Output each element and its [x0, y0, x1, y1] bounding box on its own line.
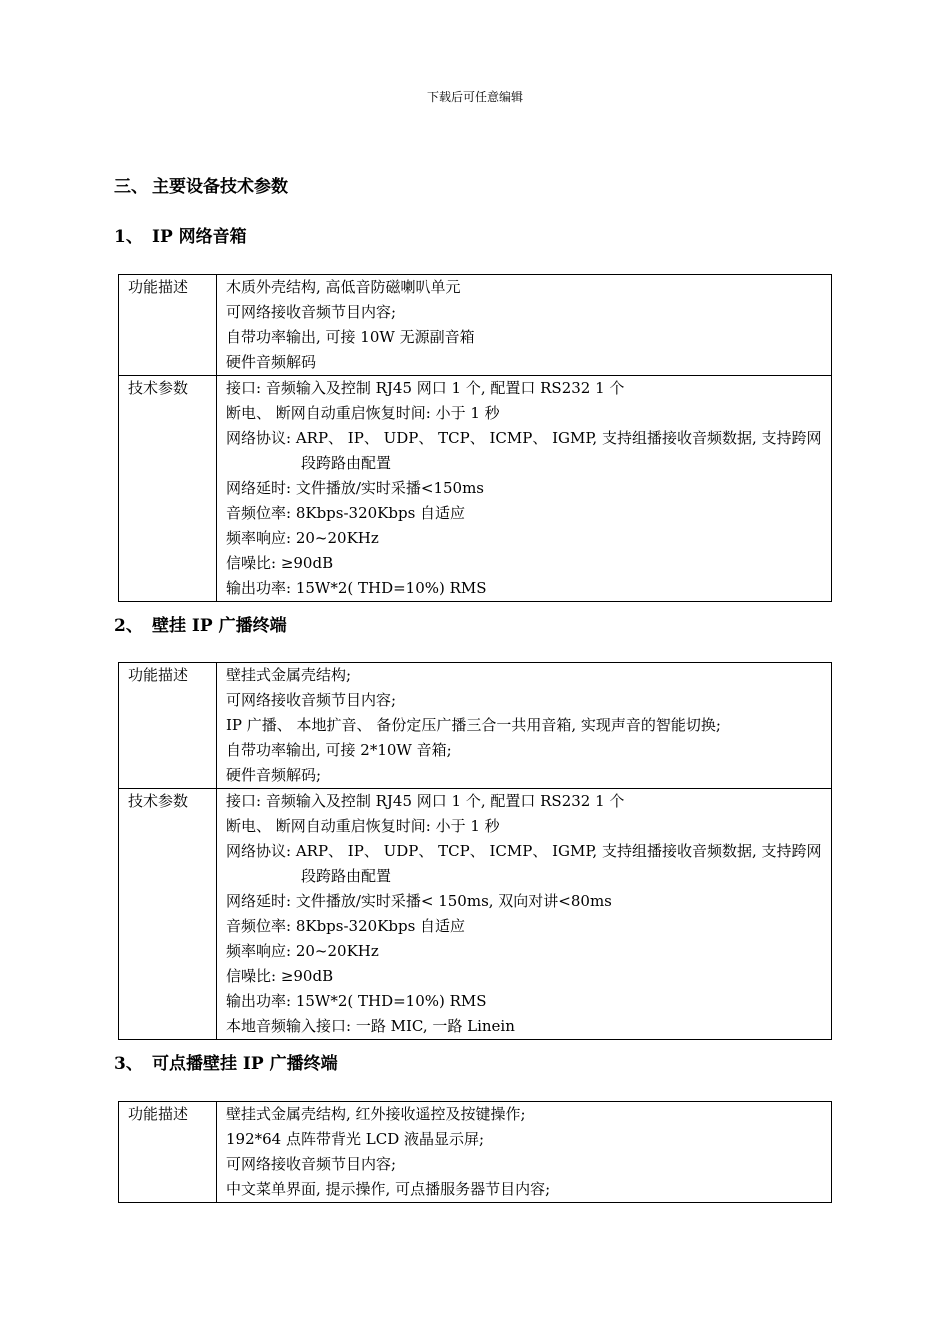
device-heading-1: [114, 225, 247, 249]
spec-line: 自带功率输出, 可接 10W 无源副音箱: [226, 328, 475, 346]
device-heading-2: [114, 614, 287, 638]
section-title: [114, 175, 288, 199]
device-number: 2、: [114, 616, 143, 636]
table-row: [119, 275, 832, 376]
spec-line: 音频位率: 8Kbps-320Kbps 自适应: [226, 917, 466, 935]
spec-line: 木质外壳结构, 高低音防磁喇叭单元: [226, 278, 461, 296]
table-row: [119, 789, 832, 1040]
spec-line: 接口: 音频输入及控制 RJ45 网口 1 个, 配置口 RS232 1 个: [226, 792, 625, 810]
spec-line: 频率响应: 20~20KHz: [226, 942, 379, 960]
spec-line: 自带功率输出, 可接 2*10W 音箱;: [226, 741, 452, 759]
spec-line: 网络协议: ARP、 IP、 UDP、 TCP、 ICMP、 IGMP, 支持组播接收音频数据, 支持跨网段跨路由配置: [226, 842, 822, 885]
spec-line: 接口: 音频输入及控制 RJ45 网口 1 个, 配置口 RS232 1 个: [226, 379, 625, 397]
section-number: 三、: [114, 177, 148, 197]
device-title: IP 网络音箱: [152, 227, 247, 247]
spec-line: 192*64 点阵带背光 LCD 液晶显示屏;: [226, 1130, 485, 1148]
row-content: [217, 376, 832, 602]
row-content: [217, 1102, 832, 1203]
device-number: 3、: [114, 1054, 143, 1074]
spec-line: 本地音频输入接口: 一路 MIC, 一路 Linein: [226, 1017, 515, 1035]
header-watermark: 下载后可任意编辑: [426, 90, 523, 104]
table-row: [119, 663, 832, 789]
spec-line: 可网络接收音频节目内容;: [226, 1155, 397, 1173]
device-number: 1、: [114, 227, 143, 247]
table-row: [119, 376, 832, 602]
row-label: 功能描述: [119, 663, 217, 789]
spec-line: 断电、 断网自动重启恢复时间: 小于 1 秒: [226, 817, 500, 835]
spec-table-3: [118, 1101, 832, 1203]
row-content: [217, 275, 832, 376]
spec-line: 信噪比: ≥90dB: [226, 967, 334, 985]
spec-line: 频率响应: 20~20KHz: [226, 529, 379, 547]
spec-table-2: [118, 662, 832, 1040]
spec-line: 信噪比: ≥90dB: [226, 554, 334, 572]
device-heading-3: [114, 1052, 338, 1076]
row-content: [217, 663, 832, 789]
spec-line: 硬件音频解码;: [226, 766, 322, 784]
row-label: 功能描述: [119, 1102, 217, 1203]
row-content: [217, 789, 832, 1040]
row-label: 功能描述: [119, 275, 217, 376]
spec-line: 可网络接收音频节目内容;: [226, 691, 397, 709]
spec-line: 壁挂式金属壳结构;: [226, 666, 352, 684]
spec-line: 音频位率: 8Kbps-320Kbps 自适应: [226, 504, 466, 522]
spec-line: 硬件音频解码: [226, 353, 317, 371]
row-label: 技术参数: [119, 376, 217, 602]
device-title: 壁挂 IP 广播终端: [152, 616, 287, 636]
spec-line: IP 广播、 本地扩音、 备份定压广播三合一共用音箱, 实现声音的智能切换;: [226, 716, 721, 734]
spec-line: 网络延时: 文件播放/实时采播< 150ms, 双向对讲<80ms: [226, 892, 612, 910]
spec-line: 中文菜单界面, 提示操作, 可点播服务器节目内容;: [226, 1180, 551, 1198]
spec-line: 断电、 断网自动重启恢复时间: 小于 1 秒: [226, 404, 500, 422]
row-label: 技术参数: [119, 789, 217, 1040]
device-title: 可点播壁挂 IP 广播终端: [152, 1054, 338, 1074]
spec-line: 壁挂式金属壳结构, 红外接收遥控及按键操作;: [226, 1105, 526, 1123]
spec-line: 可网络接收音频节目内容;: [226, 303, 397, 321]
spec-line: 输出功率: 15W*2( THD=10%) RMS: [226, 579, 487, 597]
spec-table-1: [118, 274, 832, 602]
spec-line: 网络延时: 文件播放/实时采播<150ms: [226, 479, 484, 497]
spec-line: 网络协议: ARP、 IP、 UDP、 TCP、 ICMP、 IGMP, 支持组播接收音频数据, 支持跨网段跨路由配置: [226, 429, 822, 472]
table-row: [119, 1102, 832, 1203]
section-text: 主要设备技术参数: [152, 177, 288, 197]
spec-line: 输出功率: 15W*2( THD=10%) RMS: [226, 992, 487, 1010]
